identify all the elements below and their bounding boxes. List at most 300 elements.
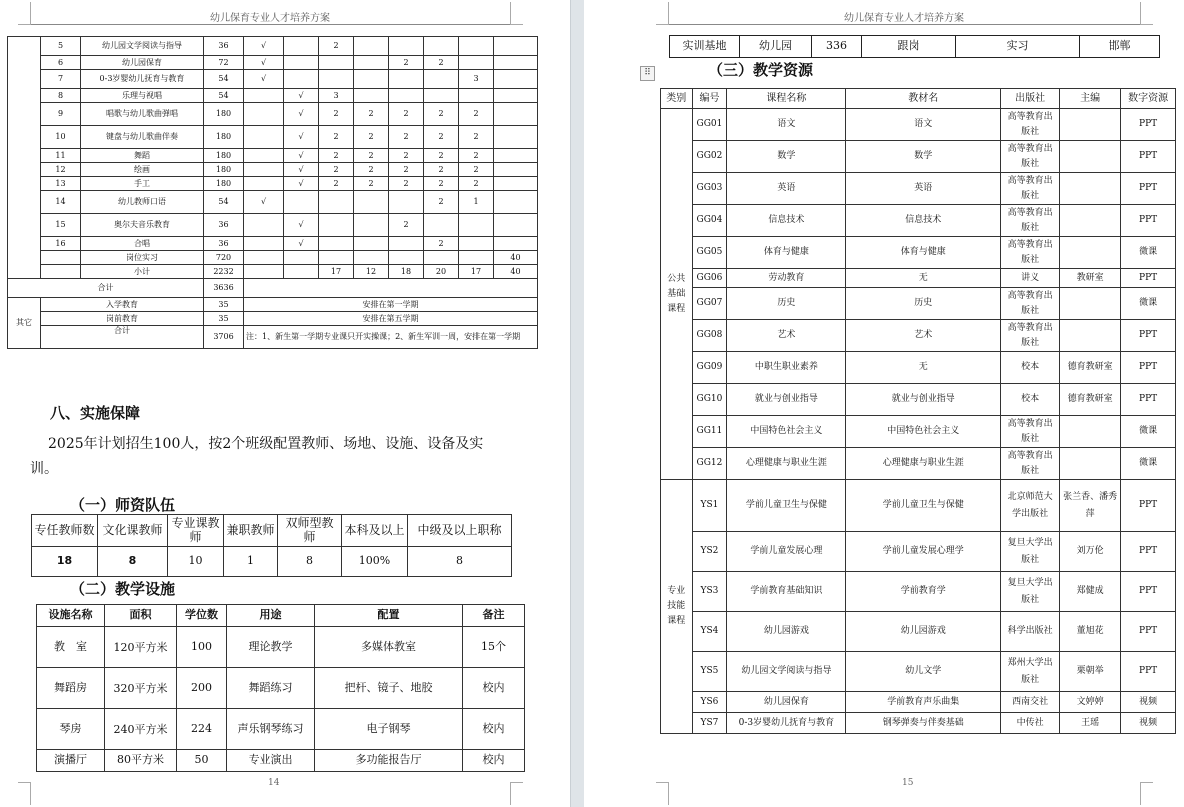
group-cell: [8, 37, 41, 279]
table-cell: GG03: [692, 173, 727, 205]
table-cell: 校本: [1001, 352, 1060, 384]
table-cell: 北京师范大学出版社: [1001, 480, 1060, 532]
table-cell: 把杆、镜子、地胶: [315, 668, 463, 709]
table-cell: 理论教学: [227, 627, 315, 668]
table-cell: [354, 89, 389, 103]
table-cell: 舞蹈房: [37, 668, 105, 709]
table-cell: YS7: [692, 713, 727, 734]
crop-mark: [18, 782, 31, 805]
table-row: [661, 205, 1176, 237]
table-cell: 董旭花: [1060, 612, 1121, 652]
table-cell: 数学: [846, 141, 1001, 173]
table-cell: 2: [459, 163, 494, 177]
table-cell: 无: [846, 352, 1001, 384]
table-cell: 100%: [342, 547, 408, 577]
table-cell: PPT: [1121, 652, 1176, 692]
table-cell: [389, 89, 424, 103]
table-cell: 跟岗: [862, 36, 956, 58]
column-header: 配置: [315, 605, 463, 627]
facilities-title: （二）教学设施: [70, 580, 176, 598]
column-header: 数字资源: [1121, 89, 1176, 109]
table-cell: 35: [204, 298, 244, 312]
table-cell: [459, 56, 494, 70]
table-cell: [41, 251, 81, 265]
column-header: 用途: [227, 605, 315, 627]
table-cell: [424, 89, 459, 103]
table-cell: 学前教育声乐曲集: [846, 692, 1001, 713]
table-cell: 手工: [81, 177, 204, 191]
table-cell: 安排在第一学期: [244, 298, 538, 312]
table-cell: 17: [459, 265, 494, 279]
table-cell: √: [284, 237, 319, 251]
table-cell: 艺术: [727, 320, 846, 352]
table-cell: [494, 191, 538, 214]
table-row: [8, 279, 538, 298]
table-cell: [1060, 416, 1121, 448]
table-cell: 8: [278, 547, 342, 577]
table-cell: 54: [204, 191, 244, 214]
table-cell: [354, 191, 389, 214]
table-cell: 11: [41, 149, 81, 163]
column-header: 双师型教师: [278, 515, 342, 547]
table-cell: 2: [389, 214, 424, 237]
table-cell: PPT: [1121, 109, 1176, 141]
table-cell: 心理健康与职业生涯: [846, 448, 1001, 480]
table-cell: [284, 251, 319, 265]
table-cell: 邯郸: [1080, 36, 1160, 58]
table-row: [661, 237, 1176, 269]
table-cell: [244, 103, 284, 126]
table-cell: 微课: [1121, 288, 1176, 320]
table-cell: YS2: [692, 532, 727, 572]
table-cell: 180: [204, 126, 244, 149]
table-cell: 注：1、新生第一学期专业课只开实操课；2、新生军训一周，安排在第一学期: [244, 326, 538, 349]
column-header: 备注: [463, 605, 525, 627]
table-cell: 240平方米: [105, 709, 177, 750]
page-15: [584, 0, 1184, 807]
table-cell: √: [284, 163, 319, 177]
table-cell: [459, 251, 494, 265]
table-row: [8, 126, 538, 149]
table-cell: 2: [354, 149, 389, 163]
table-cell: [1060, 448, 1121, 480]
table-row: [661, 652, 1176, 692]
column-header: 本科及以上: [342, 515, 408, 547]
table-row: [661, 352, 1176, 384]
table-cell: 2: [354, 163, 389, 177]
table-cell: 高等教育出版社: [1001, 141, 1060, 173]
table-cell: [284, 265, 319, 279]
table-cell: [494, 103, 538, 126]
table-cell: [244, 89, 284, 103]
table-cell: 5: [41, 37, 81, 56]
table-row: [661, 141, 1176, 173]
table-cell: 学前儿童卫生与保健: [727, 480, 846, 532]
table-row: [661, 320, 1176, 352]
table-cell: [494, 37, 538, 56]
table-cell: 西南交社: [1001, 692, 1060, 713]
table-cell: 德育教研室: [1060, 352, 1121, 384]
category-cell: 专业技能课程: [661, 480, 693, 734]
table-cell: 演播厅: [37, 750, 105, 772]
table-row: [661, 480, 1176, 532]
column-header: 专任教师数: [32, 515, 98, 547]
table-cell: PPT: [1121, 612, 1176, 652]
practice-base-table: [669, 35, 1160, 58]
table-cell: 郑健成: [1060, 572, 1121, 612]
table-cell: 3706: [204, 326, 244, 349]
table-cell: √: [284, 89, 319, 103]
table-cell: [494, 89, 538, 103]
table-cell: [494, 163, 538, 177]
table-cell: 刘万伦: [1060, 532, 1121, 572]
section8-paragraph: 2025年计划招生100人，按2个班级配置教师、场地、设施、设备及实训。: [30, 436, 484, 477]
table-cell: 信息技术: [727, 205, 846, 237]
table-row: [661, 572, 1176, 612]
table-row: [37, 668, 525, 709]
table-cell: [354, 251, 389, 265]
teachers-title: （一）师资队伍: [70, 496, 176, 514]
table-cell: 学前儿童卫生与保健: [846, 480, 1001, 532]
table-cell: 奥尔夫音乐教育: [81, 214, 204, 237]
table-row: [8, 326, 538, 349]
table-cell: 2: [389, 126, 424, 149]
table-cell: [319, 214, 354, 237]
table-cell: [244, 163, 284, 177]
crop-mark: [510, 2, 523, 25]
table-row: [37, 627, 525, 668]
table-cell: 王瑶: [1060, 713, 1121, 734]
table-cell: [1060, 141, 1121, 173]
table-cell: 无: [846, 269, 1001, 288]
table-cell: 心理健康与职业生涯: [727, 448, 846, 480]
table-cell: [424, 214, 459, 237]
table-cell: [1060, 109, 1121, 141]
table-cell: 2: [459, 126, 494, 149]
table-cell: [319, 237, 354, 251]
table-row: [8, 312, 538, 326]
table-cell: [494, 56, 538, 70]
header-rule: [30, 24, 510, 25]
table-row: [8, 70, 538, 89]
table-cell: 中国特色社会主义: [846, 416, 1001, 448]
table-cell: 历史: [846, 288, 1001, 320]
table-cell: 绘画: [81, 163, 204, 177]
table-cell: [494, 214, 538, 237]
table-row: [8, 237, 538, 251]
resources-title: （三）教学资源: [708, 61, 814, 79]
table-cell: [319, 191, 354, 214]
table-cell: 2: [424, 103, 459, 126]
table-row: [8, 37, 538, 56]
table-cell: GG09: [692, 352, 727, 384]
curriculum-table: [7, 36, 538, 349]
table-cell: [41, 265, 81, 279]
table-cell: 合唱: [81, 237, 204, 251]
table-cell: 实训基地: [670, 36, 740, 58]
table-cell: 2: [459, 177, 494, 191]
table-row: [661, 109, 1176, 141]
table-cell: 35: [204, 312, 244, 326]
table-cell: 校内: [463, 668, 525, 709]
table-cell: 入学教育: [41, 298, 204, 312]
table-cell: 50: [177, 750, 227, 772]
table-cell: 视频: [1121, 692, 1176, 713]
table-cell: 2: [319, 103, 354, 126]
table-cell: 180: [204, 177, 244, 191]
table-cell: [494, 149, 538, 163]
table-cell: 2: [354, 126, 389, 149]
table-cell: 安排在第五学期: [244, 312, 538, 326]
table-cell: 2: [459, 149, 494, 163]
table-cell: [284, 56, 319, 70]
table-cell: [1060, 288, 1121, 320]
table-cell: 2: [424, 177, 459, 191]
table-cell: 2: [389, 163, 424, 177]
table-cell: 键盘与幼儿歌曲伴奏: [81, 126, 204, 149]
table-cell: GG08: [692, 320, 727, 352]
table-cell: 2: [424, 126, 459, 149]
table-cell: 120平方米: [105, 627, 177, 668]
page-header-title: 幼儿保育专业人才培养方案: [844, 13, 964, 24]
table-row: [32, 547, 512, 577]
table-cell: √: [284, 149, 319, 163]
table-cell: [319, 70, 354, 89]
table-cell: 合计: [8, 279, 204, 298]
table-cell: 高等教育出版社: [1001, 416, 1060, 448]
table-cell: 科学出版社: [1001, 612, 1060, 652]
table-cell: [494, 237, 538, 251]
table-cell: GG04: [692, 205, 727, 237]
table-cell: 高等教育出版社: [1001, 320, 1060, 352]
table-cell: PPT: [1121, 173, 1176, 205]
table-cell: 幼儿园游戏: [727, 612, 846, 652]
table-cell: 54: [204, 70, 244, 89]
table-cell: [389, 251, 424, 265]
table-cell: 3: [459, 70, 494, 89]
table-cell: [389, 237, 424, 251]
page-number: 14: [268, 778, 280, 788]
table-cell: [284, 191, 319, 214]
column-header: 学位数: [177, 605, 227, 627]
table-cell: 就业与创业指导: [846, 384, 1001, 416]
table-cell: 微课: [1121, 237, 1176, 269]
table-cell: [244, 279, 538, 298]
table-cell: 琴房: [37, 709, 105, 750]
table-cell: 40: [494, 251, 538, 265]
table-cell: √: [284, 214, 319, 237]
table-row: [661, 173, 1176, 205]
table-cell: YS3: [692, 572, 727, 612]
table-cell: 中国特色社会主义: [727, 416, 846, 448]
facility-table: [36, 604, 525, 772]
table-cell: 英语: [846, 173, 1001, 205]
table-cell: √: [244, 37, 284, 56]
table-cell: 学前儿童发展心理学: [846, 532, 1001, 572]
table-cell: [1060, 237, 1121, 269]
table-cell: 320平方米: [105, 668, 177, 709]
table-cell: 200: [177, 668, 227, 709]
table-cell: 语文: [846, 109, 1001, 141]
table-row: [8, 56, 538, 70]
table-cell: 就业与创业指导: [727, 384, 846, 416]
table-cell: [1060, 173, 1121, 205]
table-cell: 多媒体教室: [315, 627, 463, 668]
column-header: 编号: [692, 89, 727, 109]
table-cell: [459, 237, 494, 251]
table-cell: 1: [459, 191, 494, 214]
table-cell: 2: [354, 103, 389, 126]
table-cell: 幼儿园保育: [727, 692, 846, 713]
table-cell: 微课: [1121, 448, 1176, 480]
table-cell: 高等教育出版社: [1001, 109, 1060, 141]
table-cell: GG01: [692, 109, 727, 141]
table-cell: [244, 177, 284, 191]
table-cell: 幼儿园: [740, 36, 812, 58]
column-header: 主编: [1060, 89, 1121, 109]
table-cell: 10: [41, 126, 81, 149]
table-cell: 12: [41, 163, 81, 177]
table-row: [8, 177, 538, 191]
table-cell: 72: [204, 56, 244, 70]
table-cell: 张兰香、潘秀萍: [1060, 480, 1121, 532]
table-cell: √: [244, 191, 284, 214]
table-cell: 18: [32, 547, 98, 577]
crop-mark: [18, 2, 31, 25]
table-row: [8, 163, 538, 177]
table-cell: 德育教研室: [1060, 384, 1121, 416]
table-cell: 中传社: [1001, 713, 1060, 734]
table-cell: 2: [389, 177, 424, 191]
table-cell: 3636: [204, 279, 244, 298]
table-cell: 9: [41, 103, 81, 126]
table-cell: PPT: [1121, 269, 1176, 288]
table-cell: 郑州大学出版社: [1001, 652, 1060, 692]
table-cell: YS5: [692, 652, 727, 692]
table-cell: 13: [41, 177, 81, 191]
table-header-row: [661, 89, 1176, 109]
table-cell: 讲义: [1001, 269, 1060, 288]
table-cell: [354, 214, 389, 237]
table-row: [661, 532, 1176, 572]
table-cell: 1: [224, 547, 278, 577]
table-cell: [244, 149, 284, 163]
table-row: [8, 214, 538, 237]
table-cell: 6: [41, 56, 81, 70]
table-cell: 2: [424, 191, 459, 214]
table-cell: 教 室: [37, 627, 105, 668]
table-cell: 历史: [727, 288, 846, 320]
table-cell: 信息技术: [846, 205, 1001, 237]
table-cell: 复旦大学出版社: [1001, 572, 1060, 612]
table-row: [661, 384, 1176, 416]
table-cell: 文婷婷: [1060, 692, 1121, 713]
table-header-row: [37, 605, 525, 627]
table-cell: 舞蹈练习: [227, 668, 315, 709]
table-cell: [354, 37, 389, 56]
crop-mark: [656, 782, 669, 805]
table-cell: √: [284, 103, 319, 126]
column-header: 中级及以上职称: [408, 515, 512, 547]
table-cell: 体育与健康: [727, 237, 846, 269]
header-rule: [668, 24, 1140, 25]
table-cell: 20: [424, 265, 459, 279]
table-cell: [319, 251, 354, 265]
table-cell: GG07: [692, 288, 727, 320]
table-cell: 语文: [727, 109, 846, 141]
table-cell: [389, 191, 424, 214]
table-cell: [1060, 205, 1121, 237]
table-cell: 8: [41, 89, 81, 103]
table-cell: [494, 126, 538, 149]
table-row: [8, 298, 538, 312]
table-cell: √: [244, 56, 284, 70]
resource-table: [660, 88, 1176, 734]
table-cell: 声乐钢琴练习: [227, 709, 315, 750]
table-cell: 14: [41, 191, 81, 214]
table-cell: PPT: [1121, 141, 1176, 173]
table-cell: 2: [424, 56, 459, 70]
table-row: [661, 692, 1176, 713]
table-cell: 10: [168, 547, 224, 577]
table-cell: √: [284, 126, 319, 149]
table-cell: 教研室: [1060, 269, 1121, 288]
table-cell: 54: [204, 89, 244, 103]
table-cell: 多功能报告厅: [315, 750, 463, 772]
table-cell: 体育与健康: [846, 237, 1001, 269]
table-cell: 336: [812, 36, 862, 58]
table-cell: YS1: [692, 480, 727, 532]
table-cell: 岗位实习: [81, 251, 204, 265]
table-row: [661, 448, 1176, 480]
table-row: [37, 750, 525, 772]
column-header: 专业课教师: [168, 515, 224, 547]
table-cell: 100: [177, 627, 227, 668]
page-number: 15: [902, 778, 914, 788]
column-header: 教材名: [846, 89, 1001, 109]
table-cell: [244, 126, 284, 149]
table-cell: GG10: [692, 384, 727, 416]
table-row: [661, 713, 1176, 734]
table-cell: 18: [389, 265, 424, 279]
table-cell: PPT: [1121, 205, 1176, 237]
table-cell: [459, 89, 494, 103]
table-cell: 2: [319, 177, 354, 191]
category-cell: 公共基础课程: [661, 109, 693, 480]
table-cell: PPT: [1121, 532, 1176, 572]
table-cell: [284, 37, 319, 56]
table-cell: 高等教育出版社: [1001, 288, 1060, 320]
table-move-handle-icon[interactable]: ⠿: [640, 66, 655, 81]
table-cell: 栗朝举: [1060, 652, 1121, 692]
table-cell: 专业演出: [227, 750, 315, 772]
table-cell: 2: [424, 237, 459, 251]
table-cell: 36: [204, 37, 244, 56]
table-cell: 微课: [1121, 416, 1176, 448]
table-cell: [459, 37, 494, 56]
crop-mark: [1140, 2, 1153, 25]
table-cell: 舞蹈: [81, 149, 204, 163]
table-cell: 高等教育出版社: [1001, 205, 1060, 237]
table-cell: 15: [41, 214, 81, 237]
table-cell: 8: [98, 547, 168, 577]
table-cell: [354, 56, 389, 70]
table-cell: 2: [319, 163, 354, 177]
table-cell: [244, 251, 284, 265]
table-row: [661, 612, 1176, 652]
table-cell: [1060, 320, 1121, 352]
table-cell: PPT: [1121, 352, 1176, 384]
